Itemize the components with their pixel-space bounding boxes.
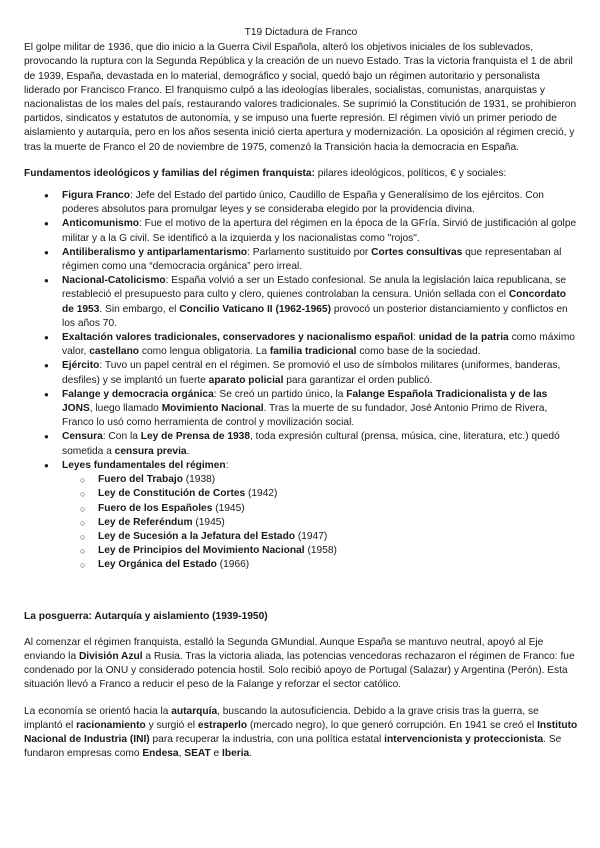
item-text: . xyxy=(186,445,190,457)
para-text: y surgió el xyxy=(145,719,198,731)
item-text: : Fue el motivo de la apertura del régimen en la época de la GFría. Sirvió de justificación al golpe militar y a la G civil. Se identificó a la izquierda y los nacionalistas como "rojos". xyxy=(62,218,577,244)
item-term: aparato policial xyxy=(208,374,284,386)
law-year: (1945) xyxy=(212,502,245,514)
para-text: (mercado negro), lo que generó corrupción. En 1941 se creó el xyxy=(247,719,538,731)
law-year: (1942) xyxy=(245,488,278,500)
page-title: T19 Dictadura de Franco xyxy=(244,27,358,38)
item-text: : xyxy=(413,332,419,344)
law-name: Fuero de los Españoles xyxy=(98,502,213,514)
para-term: División Azul xyxy=(78,650,143,662)
para-text: La economía se orientó hacia la xyxy=(24,705,172,717)
para-term: SEAT xyxy=(184,748,211,760)
item-term: censura previa xyxy=(114,445,187,457)
law-item xyxy=(98,473,578,487)
law-item xyxy=(98,544,578,558)
fundamentos-lead xyxy=(24,167,578,181)
law-item xyxy=(98,530,578,544)
item-text: : Con la xyxy=(102,431,141,443)
item-term: Figura Franco xyxy=(62,190,130,202)
list-item-valores-tradicionales xyxy=(62,331,578,359)
para-term: Endesa xyxy=(142,748,179,760)
list-item-falange xyxy=(62,388,578,431)
item-term: Exaltación valores tradicionales, conservadores y nacionalismo español xyxy=(62,332,414,344)
para-term: estraperlo xyxy=(197,719,248,731)
para-text: Al comenzar el régimen franquista, estalló la Segunda GMundial. Aunque España se mantuvo neutral, apoyó al Eje enviando la xyxy=(24,636,544,662)
list-item-nacional-catolicismo xyxy=(62,274,578,331)
item-term: Ley de Prensa de 1938 xyxy=(140,431,251,443)
item-term: Concilio Vaticano II (1962-1965) xyxy=(179,303,331,315)
list-item-figura-franco xyxy=(62,189,578,217)
para-term: autarquía xyxy=(171,705,218,717)
item-term: Nacional-Catolicismo xyxy=(62,275,166,287)
item-text: : Parlamento sustituido por xyxy=(247,246,372,258)
list-item-antiliberalismo xyxy=(62,246,578,274)
item-term: unidad de la patria xyxy=(418,332,509,344)
law-item xyxy=(98,487,578,501)
law-name: Fuero del Trabajo xyxy=(98,474,183,486)
list-item-ejercito xyxy=(62,359,578,387)
item-text: como lengua obligatoria. La xyxy=(139,346,270,358)
posguerra-heading: La posguerra: Autarquía y aislamiento (1939-1950) xyxy=(24,610,268,622)
item-text: , luego llamado xyxy=(89,403,162,415)
law-name: Ley Orgánica del Estado xyxy=(98,559,217,571)
list-item-anticomunismo xyxy=(62,217,578,245)
item-term: Concordato de 1953 xyxy=(62,289,566,315)
law-item xyxy=(98,516,578,530)
item-text: : Se creó un partido único, la xyxy=(213,388,347,400)
item-text: : España volvió a ser un Estado confesional. Se anula la legislación laica republicana, se restableció el presupuesto para culto y clero, quienes controlaban la censura. Unión sellada con el xyxy=(62,275,567,301)
item-term: familia tradicional xyxy=(269,346,357,358)
para-term: intervencionista y proteccionista xyxy=(384,733,544,745)
item-text: : xyxy=(225,459,229,471)
item-term: Antiliberalismo y antiparlamentarismo xyxy=(62,246,248,258)
item-text: : Tuvo un papel central en el régimen. Se promovió el uso de símbolos militares (uniformes, banderas, desfiles) y se implantó un fuerte xyxy=(62,360,561,386)
para-text: e xyxy=(210,748,223,760)
fundamentos-heading: Fundamentos ideológicos y familias del régimen franquista: xyxy=(24,167,315,179)
laws-list xyxy=(62,473,578,572)
para-term: racionamiento xyxy=(76,719,146,731)
law-name: Ley de Referéndum xyxy=(98,516,193,528)
list-item-censura xyxy=(62,430,578,458)
fundamentos-heading-rest: pilares ideológicos, políticos, € y sociales: xyxy=(314,167,507,179)
law-name: Ley de Constitución de Cortes xyxy=(98,488,246,500)
item-text: provocó un posterior distanciamiento y conflictos en los años 70. xyxy=(62,303,568,329)
item-text: . Tras la muerte de su fundador, José Antonio Primo de Rivera, Franco lo usó como herramienta de control y movilización social. xyxy=(62,403,548,429)
law-year: (1938) xyxy=(182,474,216,486)
item-term: Ejército xyxy=(62,360,100,372)
item-text: : Jefe del Estado del partido único, Caudillo de España y Generalísimo de los ejércitos. Con poderes absolutos para promulgar leyes y se consideraba elegido por la providencia divina. xyxy=(62,190,544,216)
para-term: Iberia xyxy=(222,748,250,760)
item-text: para garantizar el orden publicó. xyxy=(283,374,433,386)
item-term: Censura xyxy=(62,431,103,443)
list-item-leyes xyxy=(62,459,578,573)
item-text: como base de la sociedad. xyxy=(356,346,481,358)
item-term: Cortes consultivas xyxy=(371,246,463,258)
item-text: como máximo valor, xyxy=(62,332,575,358)
item-term: Falange Española Tradicionalista y de las JONS xyxy=(62,388,548,415)
para-text: . xyxy=(249,748,253,760)
intro-paragraph: El golpe militar de 1936, que dio inicio a la Guerra Civil Española, alteró los objetivos iniciales de los sublevados, provocando la ruptura con la Segunda República y la creación de un nuevo Estado. Tras la victoria franquista el 1 de abril de 1939, España, devastada en lo material, demográfico y social, quedó bajo un régimen autoritario y personalista liderado por Francisco Franco. El franquismo culpó a las ideologías liberales, socialistas, comunistas, anarquistas y nacionalistas de los males del país, restaurando valores tradicionales. Se suprimió la Constitución de 1931, se prohibieron partidos, sindicatos y estatutos de autonomía, y se impuso una fuerte represión. El régimen vivió un primer periodo de aislamiento y autarquía, pero en los años sesenta inició cierta apertura y modernización. La oposición al régimen creció, y tras la muerte de Franco el 20 de noviembre de 1975, comenzó la Transición hacia la democracia en España. xyxy=(24,42,577,153)
item-term: Anticomunismo xyxy=(62,218,139,230)
para-text: , xyxy=(178,748,185,760)
item-text: , toda expresión cultural (prensa, música, cine, literatura, etc.) quedó sometida a xyxy=(62,431,560,457)
law-year: (1958) xyxy=(304,545,337,557)
item-term: Movimiento Nacional xyxy=(161,403,264,415)
item-term: Falange y democracia orgánica xyxy=(62,388,214,400)
posguerra-paragraph-1 xyxy=(24,636,578,693)
para-text: para recuperar la industria, con una política estatal xyxy=(149,733,385,745)
fundamentos-list xyxy=(24,189,578,572)
law-year: (1966) xyxy=(216,559,250,571)
posguerra-paragraph-2 xyxy=(24,705,578,762)
item-term: Leyes fundamentales del régimen xyxy=(62,459,226,471)
para-text: . Se fundaron empresas como xyxy=(24,733,562,760)
para-text: a Rusia. Tras la victoria aliada, las potencias vencedoras rechazaron el régimen de Franco: fue condenado por la ONU y considerado potencia hostil. Solo recibió apoyo de Portugal (Salazar) y Argentina (Perón). Esta situación llevó a Franco a reducir el peso de la Falange y reforzar el sector católico. xyxy=(24,650,575,691)
para-term: Instituto Nacional de Industria (INI) xyxy=(24,719,578,745)
law-item xyxy=(98,502,578,516)
para-text: , buscando la autosuficiencia. Debido a la grave crisis tras la guerra, se implantó el xyxy=(24,705,539,731)
law-name: Ley de Sucesión a la Jefatura del Estado xyxy=(98,530,296,542)
item-text: que representaban al régimen como una “democracia orgánica” pero irreal. xyxy=(62,246,562,273)
item-term: castellano xyxy=(89,346,140,358)
law-name: Ley de Principios del Movimiento Nacional xyxy=(98,545,305,557)
law-year: (1947) xyxy=(295,530,328,542)
item-text: . Sin embargo, el xyxy=(99,303,180,315)
law-year: (1945) xyxy=(192,516,225,528)
law-item xyxy=(98,558,578,572)
